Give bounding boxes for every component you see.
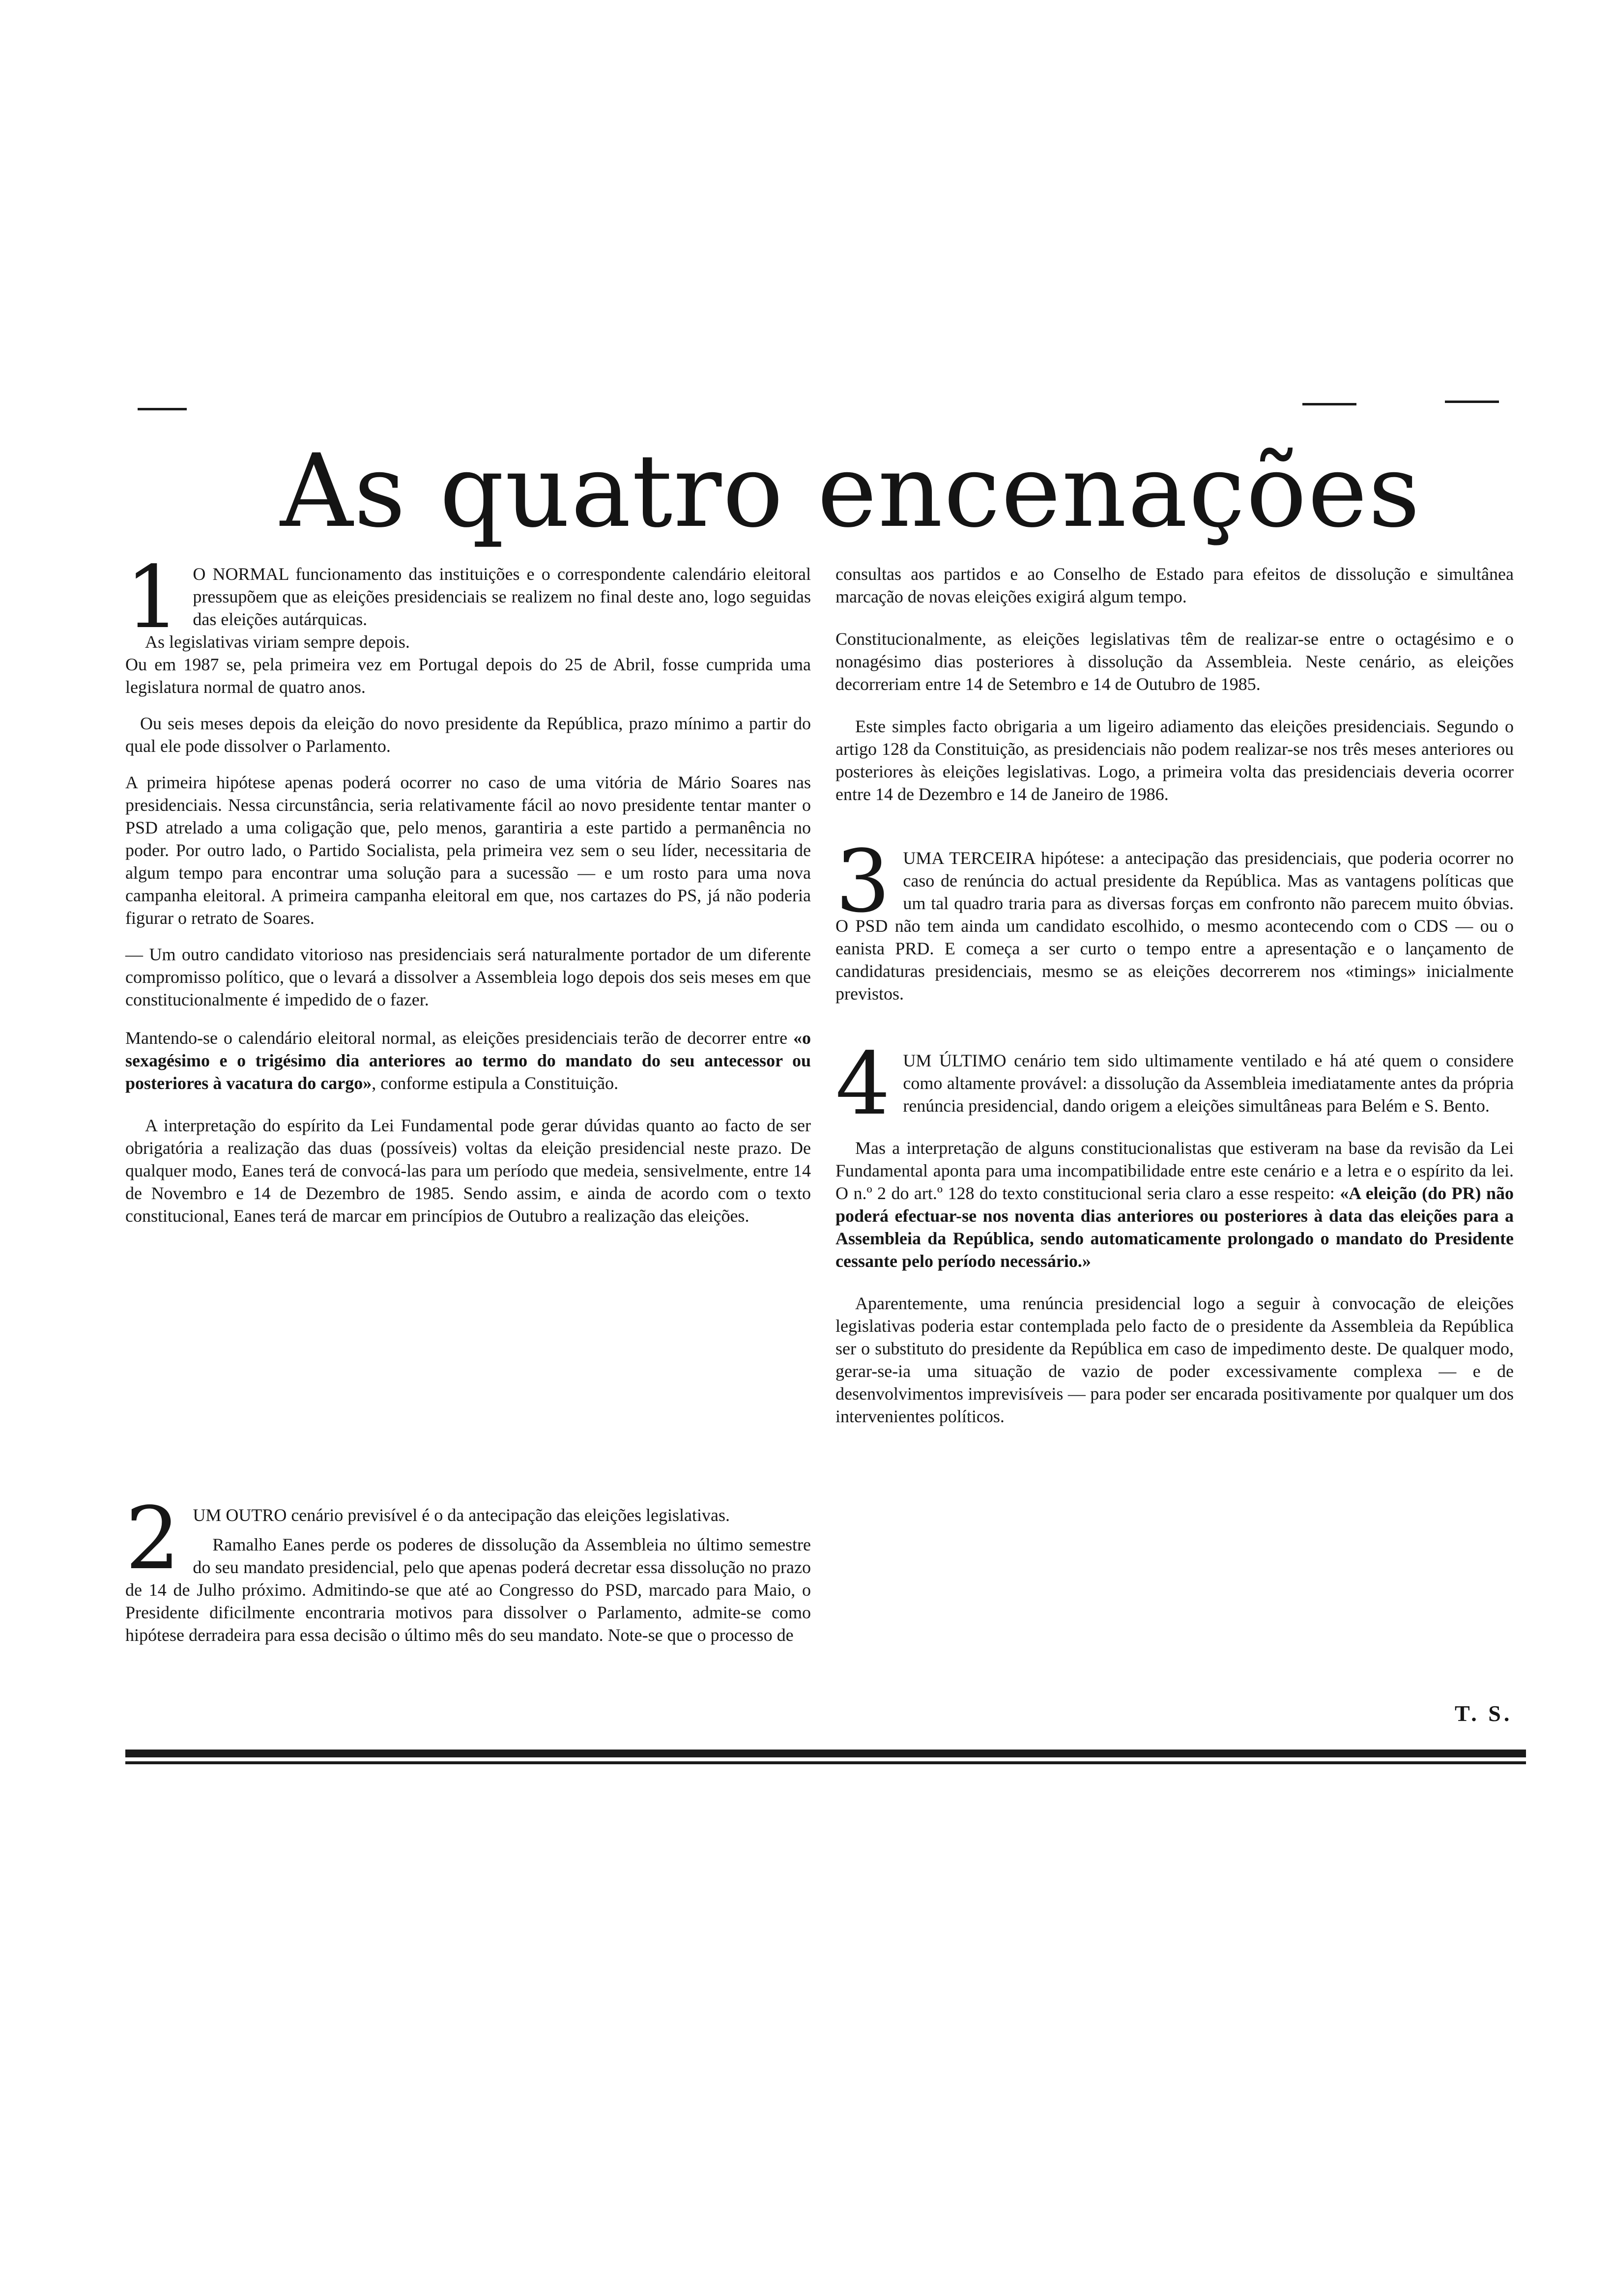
constitution-quote: «o sexagésimo e o trigésimo dia anteriores ao termo do mandato do seu antecessor ou posteriores à vacatura do cargo» bbox=[125, 1028, 811, 1093]
paragraph: O NORMAL funcionamento das instituições e o correspondente calendário eleitoral pressupõem que as eleições presidenciais se realizem no final deste ano, logo seguidas das eleições autárquicas. bbox=[193, 564, 811, 629]
bottom-rule-thin bbox=[125, 1761, 1526, 1764]
text-run: Mas a interpretação de alguns constitucionalistas que estiveram na base da revisão da Lei Fundamental aponta para uma incompatibilidade entre este cenário e a letra e o espírito da lei. O n.º 2 do art.º 128 do texto constitucional seria claro a esse respeito: bbox=[835, 1138, 1514, 1203]
paragraph bbox=[835, 1137, 1514, 1272]
left-column bbox=[125, 548, 811, 1227]
paragraph: — Um outro candidato vitorioso nas presidenciais será naturalmente portador de um diferente compromisso político, que o levará a dissolver a Assembleia logo depois dos seis meses em que constitucionalmente é impedido de o fazer. bbox=[125, 945, 811, 1009]
section-number-1: 1 bbox=[125, 548, 180, 648]
paragraph: UM OUTRO cenário previsível é o da antecipação das eleições legislativas. bbox=[193, 1505, 730, 1525]
paragraph: Ramalho Eanes perde os poderes de dissolução da Assembleia no último semestre do seu mandato presidencial, pelo que apenas poderá decretar essa dissolução no prazo de 14 de Julho próximo. Admitindo-se que até ao Congresso do PSD, marcado para Maio, o Presidente dificilmente encontraria motivos para dissolver o Parlamento, admite-se como hipótese derradeira para essa decisão o último mês do seu mandato. Note-se que o processo de bbox=[125, 1535, 811, 1645]
paragraph: UMA TERCEIRA hipótese: a antecipação das presidenciais, que poderia ocorrer no caso de renúncia do actual presidente da República. Mas as vantagens políticas que um tal quadro traria para as diversas forças em confronto não parecem muito óbvias. O PSD não tem ainda um candidato escolhido, o mesmo acontecendo com o CDS — ou o eanista PRD. E começa a ser curto o tempo entre a apresentação e o lançamento de candidaturas presidenciais, mesmo se as eleições decorrerem nos «timings» inicialmente previstos. bbox=[835, 848, 1514, 1004]
paragraph: UM ÚLTIMO cenário tem sido ultimamente ventilado e há até quem o considere como altamente provável: a dissolução da Assembleia imediatamente antes da própria renúncia presidencial, dando origem a eleições simultâneas para Belém e S. Bento. bbox=[903, 1051, 1514, 1116]
bottom-rule-thick bbox=[125, 1750, 1526, 1757]
section-4 bbox=[835, 1034, 1514, 1428]
paragraph: Ou em 1987 se, pela primeira vez em Portugal depois do 25 de Abril, fosse cumprida uma legislatura normal de quatro anos. bbox=[125, 655, 811, 697]
paragraph: Ou seis meses depois da eleição do novo presidente da República, prazo mínimo a partir do qual ele pode dissolver o Parlamento. bbox=[125, 714, 811, 756]
section-2 bbox=[125, 1489, 811, 1646]
author-signature: T. S. bbox=[1455, 1701, 1513, 1726]
paragraph: Aparentemente, uma renúncia presidencial logo a seguir à convocação de eleições legislativas poderia estar contemplada pelo facto de o presidente da Assembleia da República ser o substituto do presidente da República em caso de impedimento deste. De qualquer modo, gerar-se-ia uma situação de vazio de poder excessivamente complexa — e de desenvolvimentos imprevisíveis — para poder ser encarada positivamente por qualquer um dos intervenientes políticos. bbox=[835, 1293, 1514, 1426]
paragraph: Este simples facto obrigaria a um ligeiro adiamento das eleições presidenciais. Segundo o artigo 128 da Constituição, as presidenciais não podem realizar-se nos três meses anteriores ou posteriores às eleições legislativas. Logo, a primeira volta das presidenciais deveria ocorrer entre 14 de Dezembro e 14 de Janeiro de 1986. bbox=[835, 717, 1514, 804]
paragraph: A interpretação do espírito da Lei Fundamental pode gerar dúvidas quanto ao facto de ser obrigatória a realização das duas (possíveis) voltas da eleição presidencial neste prazo. De qualquer modo, Eanes terá de convocá-las para um período que medeia, sensivelmente, entre 14 de Novembro e 14 de Dezembro de 1985. Sendo assim, e ainda de acordo com o texto constitucional, Eanes terá de marcar em princípios de Outubro a realização das eleições. bbox=[125, 1116, 811, 1226]
section-number-3: 3 bbox=[835, 832, 891, 932]
text-run: Mantendo-se o calendário eleitoral normal, as eleições presidenciais terão de decorrer entre bbox=[125, 1028, 793, 1048]
paragraph bbox=[125, 1027, 811, 1094]
top-rule-left bbox=[138, 408, 187, 410]
top-rule-far-right bbox=[1445, 401, 1499, 403]
right-column bbox=[835, 563, 1514, 1428]
paragraph: consultas aos partidos e ao Conselho de Estado para efeitos de dissolução e simultânea marcação de novas eleições exigirá algum tempo. bbox=[835, 564, 1514, 606]
top-rule-right bbox=[1302, 403, 1356, 405]
paragraph: A primeira hipótese apenas poderá ocorrer no caso de uma vitória de Mário Soares nas presidenciais. Nessa circunstância, seria relativamente fácil ao novo presidente tentar manter o PSD atrelado a uma coligação que, pelo menos, garantiria a este partido a permanência no poder. Por outro lado, o Partido Socialista, pela primeira vez sem o seu líder, necessitaria de algum tempo para encontrar uma solução para a sucessão — e um rosto para uma nova campanha eleitoral. A primeira campanha eleitoral em que, nos cartazes do PS, já não poderia figurar o retrato de Soares. bbox=[125, 773, 811, 928]
constitution-quote: «A eleição (do PR) não poderá efectuar-se nos noventa dias anteriores ou posteriores à data das eleições para a Assembleia da República, sendo automaticamente prolongado o mandato do Presidente cessante pelo período necessário.» bbox=[835, 1183, 1514, 1271]
section-number-4: 4 bbox=[835, 1034, 891, 1134]
paragraph: As legislativas viriam sempre depois. bbox=[145, 632, 410, 652]
left-column-section-2 bbox=[125, 1489, 811, 1646]
text-run: , conforme estipula a Constituição. bbox=[372, 1073, 619, 1093]
section-number-2: 2 bbox=[125, 1489, 180, 1589]
paragraph: Constitucionalmente, as eleições legislativas têm de realizar-se entre o octagésimo e o nonagésimo dias posteriores à dissolução da Assembleia. Neste cenário, as eleições decorreriam entre 14 de Setembro e 14 de Outubro de 1985. bbox=[835, 629, 1514, 694]
section-1 bbox=[125, 548, 811, 1227]
section-3 bbox=[835, 832, 1514, 1005]
article-title: As quatro encenações bbox=[280, 433, 1421, 550]
